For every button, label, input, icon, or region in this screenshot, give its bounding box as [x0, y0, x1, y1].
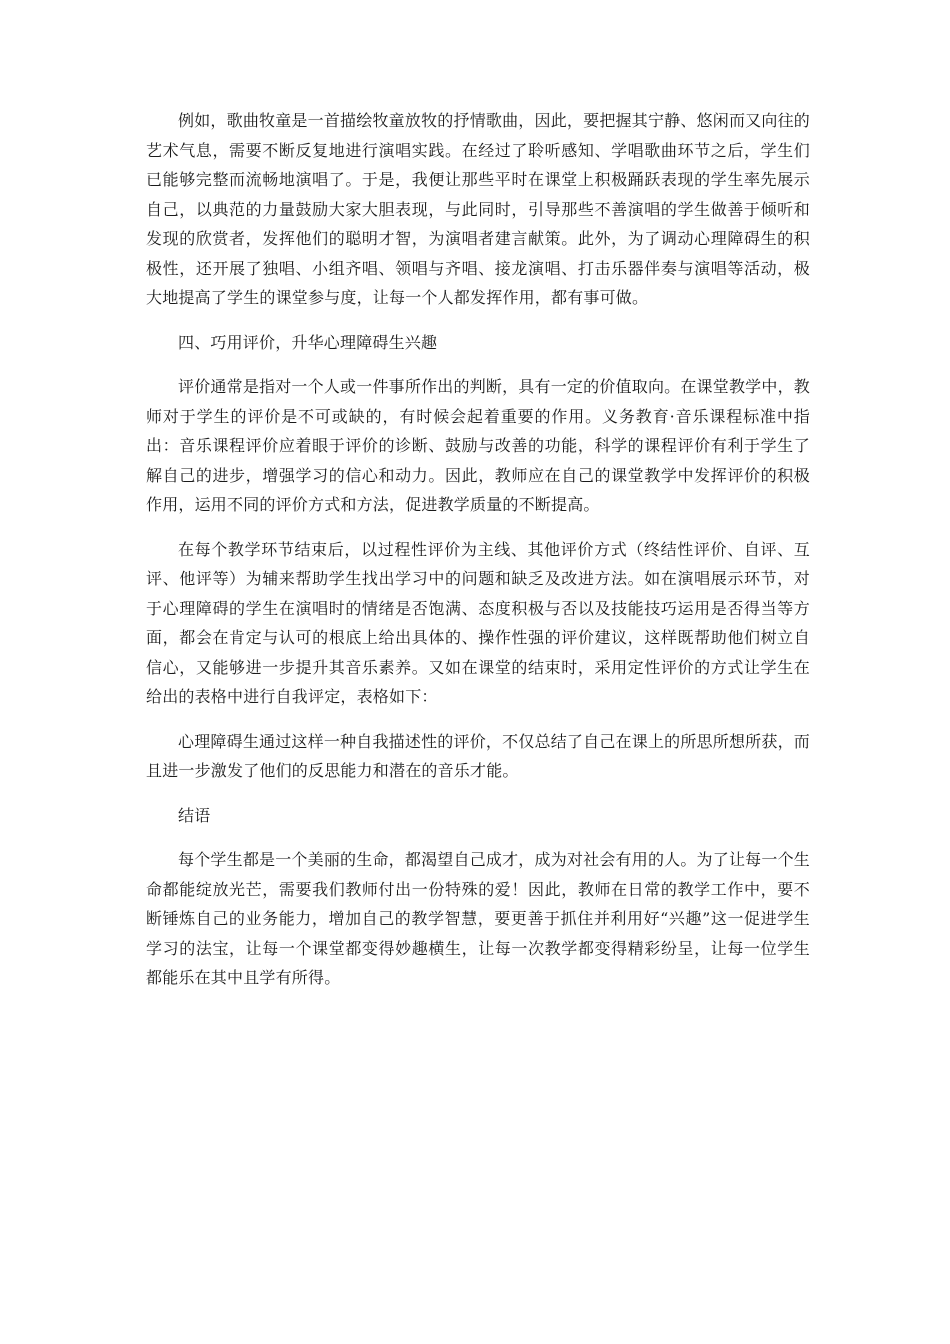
paragraph-process-evaluation: 在每个教学环节结束后，以过程性评价为主线、其他评价方式（终结性评价、自评、互评、他评等）为辅来帮助学生找出学习中的问题和缺乏及改进方法。如在演唱展示环节，对于心理障碍的学生在演唱时的情绪是否饱满、态度积极与否以及技能技巧运用是否得当等方面，都会在肯定与认可的根底上给出具体的、操作性强的评价建议，这样既帮助他们树立自信心，又能够进一步提升其音乐素养。又如在课堂的结束时，采用定性评价的方式让学生在给出的表格中进行自我评定，表格如下：	[146, 539, 810, 706]
paragraph-singing-activities: 例如，歌曲牧童是一首描绘牧童放牧的抒情歌曲，因此，要把握其宁静、悠闲而又向往的艺术气息，需要不断反复地进行演唱实践。在经过了聆听感知、学唱歌曲环节之后，学生们已能够完整而流畅地演唱了。于是，我便让那些平时在课堂上积极踊跃表现的学生率先展示自己，以典范的力量鼓励大家大胆表现，与此同时，引导那些不善演唱的学生做善于倾听和发现的欣赏者，发挥他们的聪明才智，为演唱者建言献策。此外，为了调动心理障碍生的积极性，还开展了独唱、小组齐唱、领唱与齐唱、接龙演唱、打击乐器伴奏与演唱等活动，极大地提高了学生的课堂参与度，让每一个人都发挥作用，都有事可做。	[146, 111, 810, 307]
paragraph-self-description: 心理障碍生通过这样一种自我描述性的评价，不仅总结了自己在课上的所思所想所获，而且进一步激发了他们的反思能力和潜在的音乐才能。	[146, 731, 810, 780]
section-heading-evaluation: 四、巧用评价，升华心理障碍生兴趣	[178, 332, 438, 352]
paragraph-conclusion: 每个学生都是一个美丽的生命，都渴望自己成才，成为对社会有用的人。为了让每一个生命都能绽放光芒，需要我们教师付出一份特殊的爱！因此，教师在日常的教学工作中，要不断锤炼自己的业务能力，增加自己的教学智慧，要更善于抓住并利用好“兴趣”这一促进学生学习的法宝，让每一个课堂都变得妙趣横生，让每一次教学都变得精彩纷呈，让每一位学生都能乐在其中且学有所得。	[146, 850, 810, 987]
section-heading-conclusion: 结语	[178, 805, 211, 825]
document-page	[146, 106, 810, 1008]
paragraph-evaluation-definition: 评价通常是指对一个人或一件事所作出的判断，具有一定的价值取向。在课堂教学中，教师对于学生的评价是不可或缺的，有时候会起着重要的作用。义务教育·音乐课程标准中指出：音乐课程评价应着眼于评价的诊断、鼓励与改善的功能，科学的课程评价有利于学生了解自己的进步，增强学习的信心和动力。因此，教师应在自己的课堂教学中发挥评价的积极作用，运用不同的评价方式和方法，促进教学质量的不断提高。	[146, 377, 810, 514]
